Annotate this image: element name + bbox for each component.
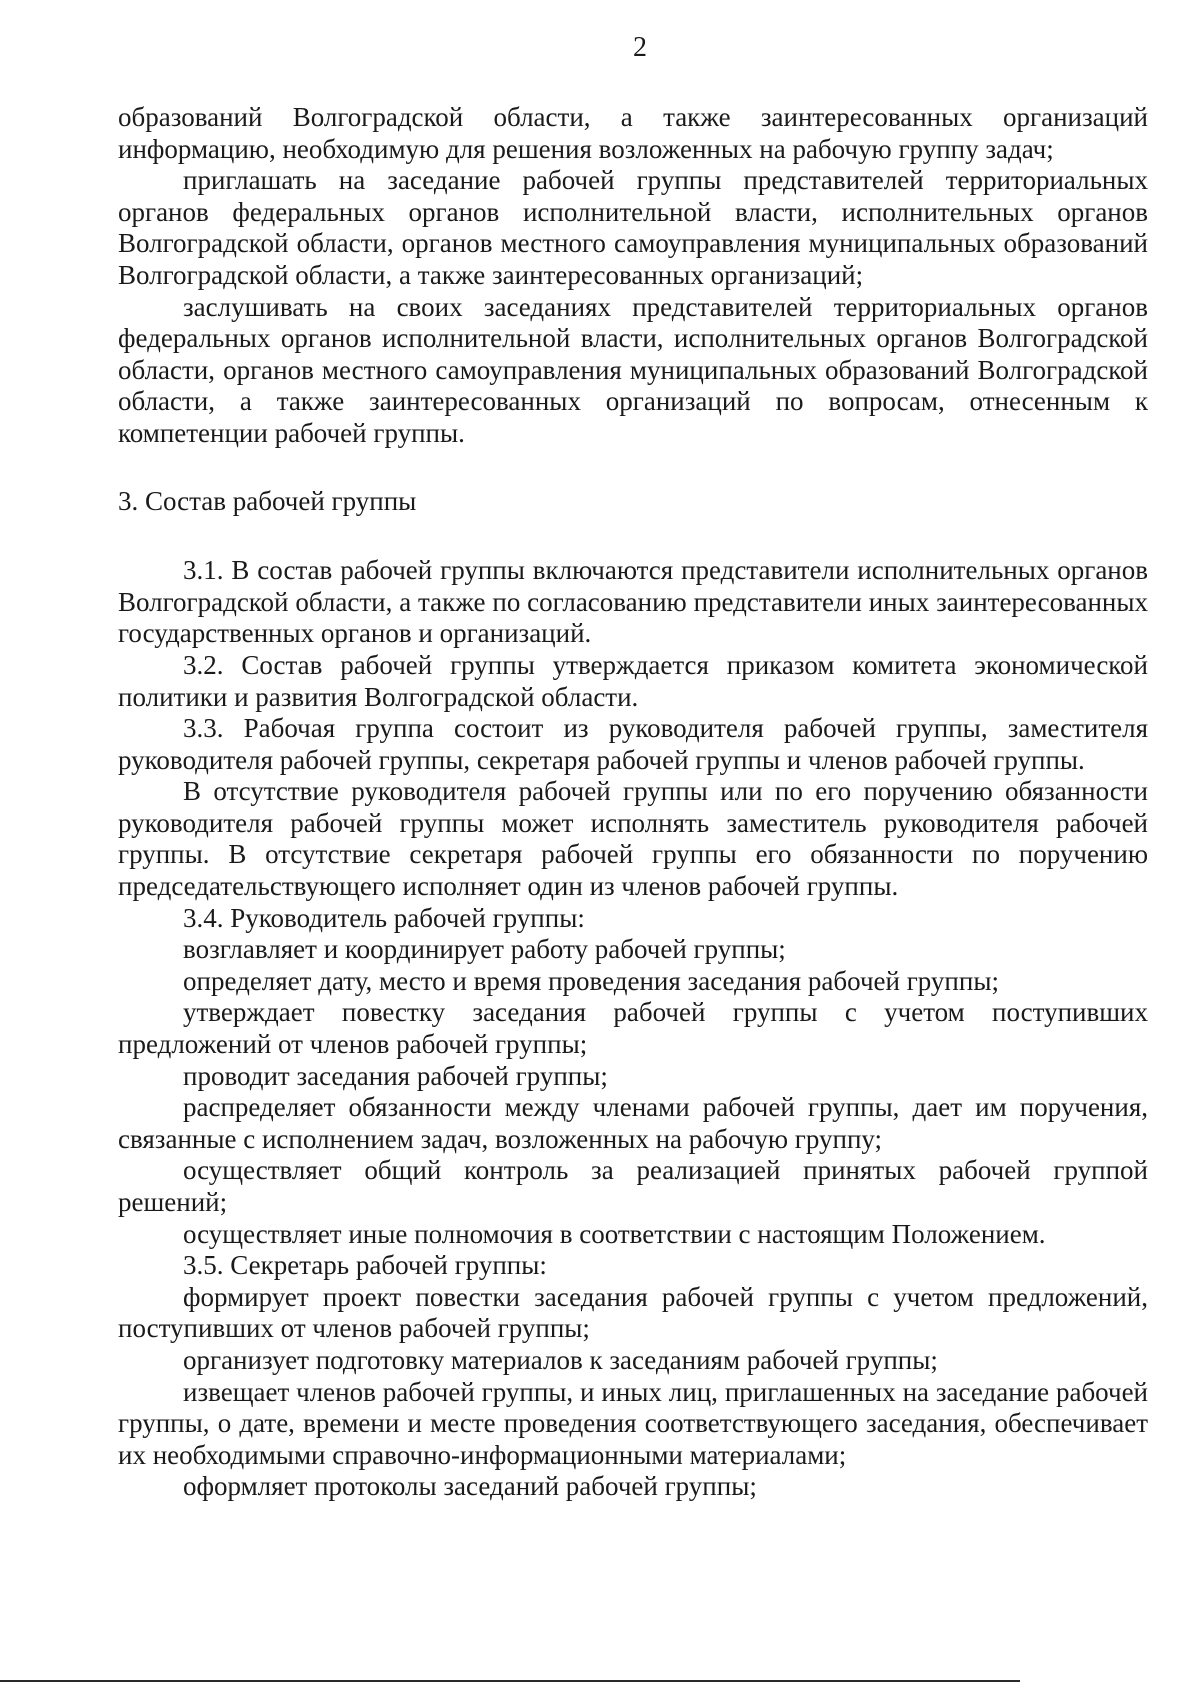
section-heading: 3. Состав рабочей группы [118,485,417,516]
page-bottom-rule [0,1680,1020,1682]
paragraph: В отсутствие руководителя рабочей группы или по его поручению обязанности руководителя рабочей группы может исполнять заместитель руководителя рабочей группы. В отсутствие секретаря рабочей группы его обязанности по поручению председательствующего исполняет один из членов рабочей группы. [118,776,1148,902]
document-body [118,102,1148,1503]
paragraph: формирует проект повестки заседания рабочей группы с учетом предложений, поступивших от членов рабочей группы; [118,1281,1148,1344]
paragraph: возглавляет и координирует работу рабочей группы; [183,934,786,965]
paragraph: 3.5. Секретарь рабочей группы: [183,1250,547,1281]
paragraph: осуществляет иные полномочия в соответствии с настоящим Положением. [183,1218,1046,1249]
paragraph: осуществляет общий контроль за реализацией принятых рабочей группой решений; [118,1155,1148,1217]
paragraph: организует подготовку материалов к заседаниям рабочей группы; [183,1344,938,1375]
paragraph: утверждает повестку заседания рабочей группы с учетом поступивших предложений от членов рабочей группы; [118,997,1148,1060]
paragraph: распределяет обязанности между членами рабочей группы, дает им поручения, связанные с исполнением задач, возложенных на рабочую группу; [118,1092,1148,1154]
paragraph: 3.2. Состав рабочей группы утверждается приказом комитета экономической политики и развития Волгоградской области. [118,649,1148,712]
paragraph: 3.4. Руководитель рабочей группы: [183,902,585,933]
paragraph: заслушивать на своих заседаниях представителей территориальных органов федеральных органов исполнительной власти, исполнительных органов Волгоградской области, органов местного самоуправления муниципальных образований Волгоградской области, а также заинтересованных организаций по вопросам, отнесенным к компетенции рабочей группы. [118,291,1148,448]
paragraph: 3.1. В состав рабочей группы включаются представители исполнительных органов Волгоградской области, а также по согласованию представители иных заинтересованных государственных органов и организаций. [118,555,1148,649]
paragraph: образований Волгоградской области, а также заинтересованных организаций информацию, необходимую для решения возложенных на рабочую группу задач; [118,102,1148,164]
paragraph: оформляет протоколы заседаний рабочей группы; [183,1471,757,1502]
paragraph: 3.3. Рабочая группа состоит из руководителя рабочей группы, заместителя руководителя рабочей группы, секретаря рабочей группы и членов рабочей группы. [118,713,1148,775]
paragraph: извещает членов рабочей группы, и иных лиц, приглашенных на заседание рабочей группы, о дате, времени и месте проведения соответствующего заседания, обеспечивает их необходимыми справочно-информационными материалами; [118,1376,1148,1470]
page-number: 2 [633,32,647,63]
paragraph: определяет дату, место и время проведения заседания рабочей группы; [183,965,999,996]
paragraph: приглашать на заседание рабочей группы представителей территориальных органов федеральных органов исполнительной власти, исполнительных органов Волгоградской области, органов местного самоуправления муниципальных образований Волгоградской области, а также заинтересованных организаций; [118,165,1148,290]
paragraph: проводит заседания рабочей группы; [183,1060,608,1091]
